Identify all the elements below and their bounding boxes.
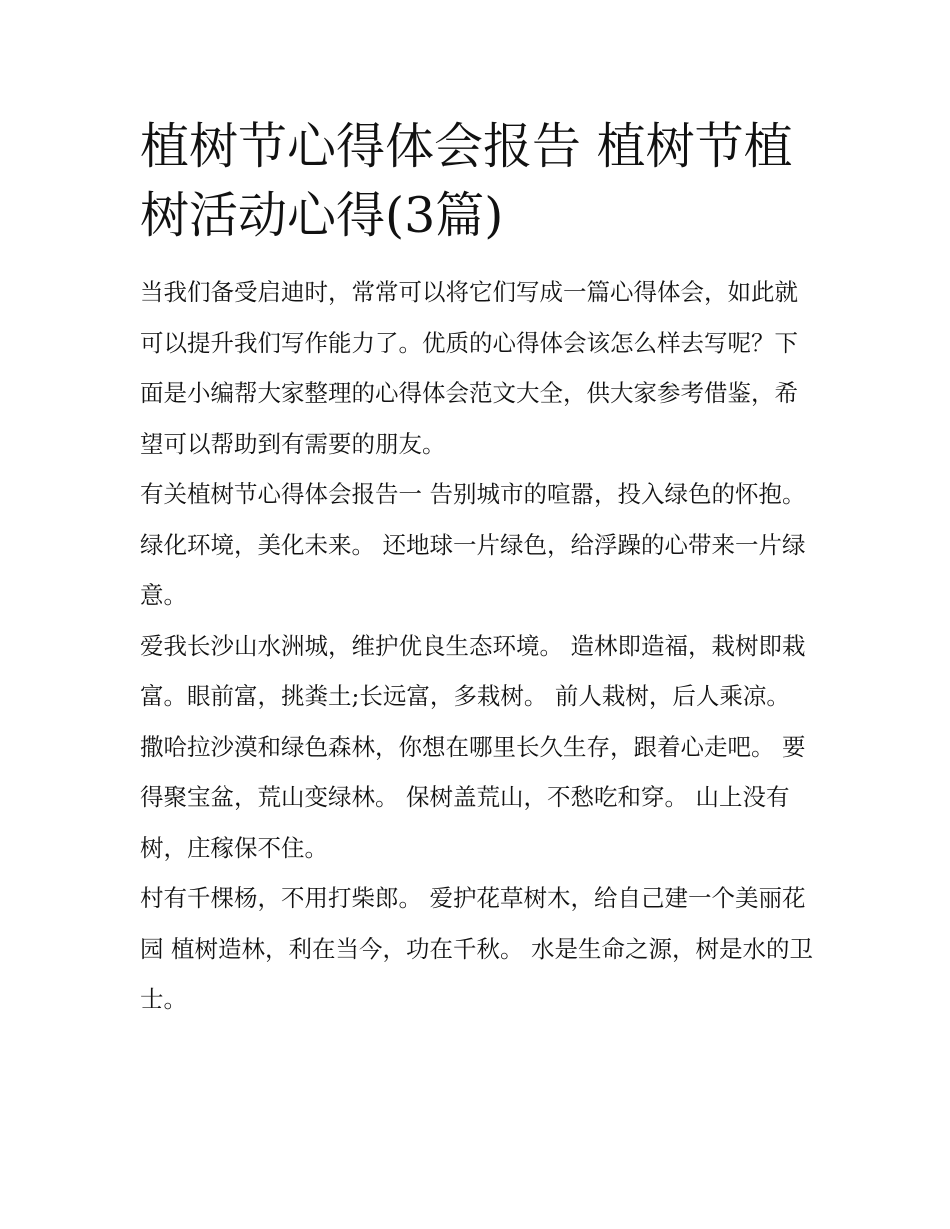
paragraph-changsha: 爱我长沙山水洲城，维护优良生态环境。 造林即造福，栽树即栽富。眼前富，挑粪土;长远富，多栽树。 前人栽树，后人乘凉。	[140, 631, 806, 710]
paragraph-intro: 当我们备受启迪时，常常可以将它们写成一篇心得体会，如此就可以提升我们写作能力了。优质的心得体会该怎么样去写呢？下面是小编帮大家整理的心得体会范文大全，供大家参考借鉴，希望可以帮助到有需要的朋友。	[140, 278, 798, 458]
document-body	[140, 112, 815, 1025]
document-title: 植树节心得体会报告 植树节植树活动心得(3篇)	[140, 118, 793, 244]
paragraph-report-one: 有关植树节心得体会报告一 告别城市的喧嚣，投入绿色的怀抱。 绿化环境，美化未来。 还地球一片绿色，给浮躁的心带来一片绿意。	[140, 480, 806, 609]
paragraph-sahara: 撒哈拉沙漠和绿色森林，你想在哪里长久生存，跟着心走吧。 要得聚宝盆，荒山变绿林。 保树盖荒山，不愁吃和穿。 山上没有树，庄稼保不住。	[140, 732, 806, 862]
paragraph-village: 村有千棵杨，不用打柴郎。 爱护花草树木，给自己建一个美丽花园 植树造林，利在当今，功在千秋。 水是生命之源，树是水的卫士。	[140, 884, 813, 1013]
